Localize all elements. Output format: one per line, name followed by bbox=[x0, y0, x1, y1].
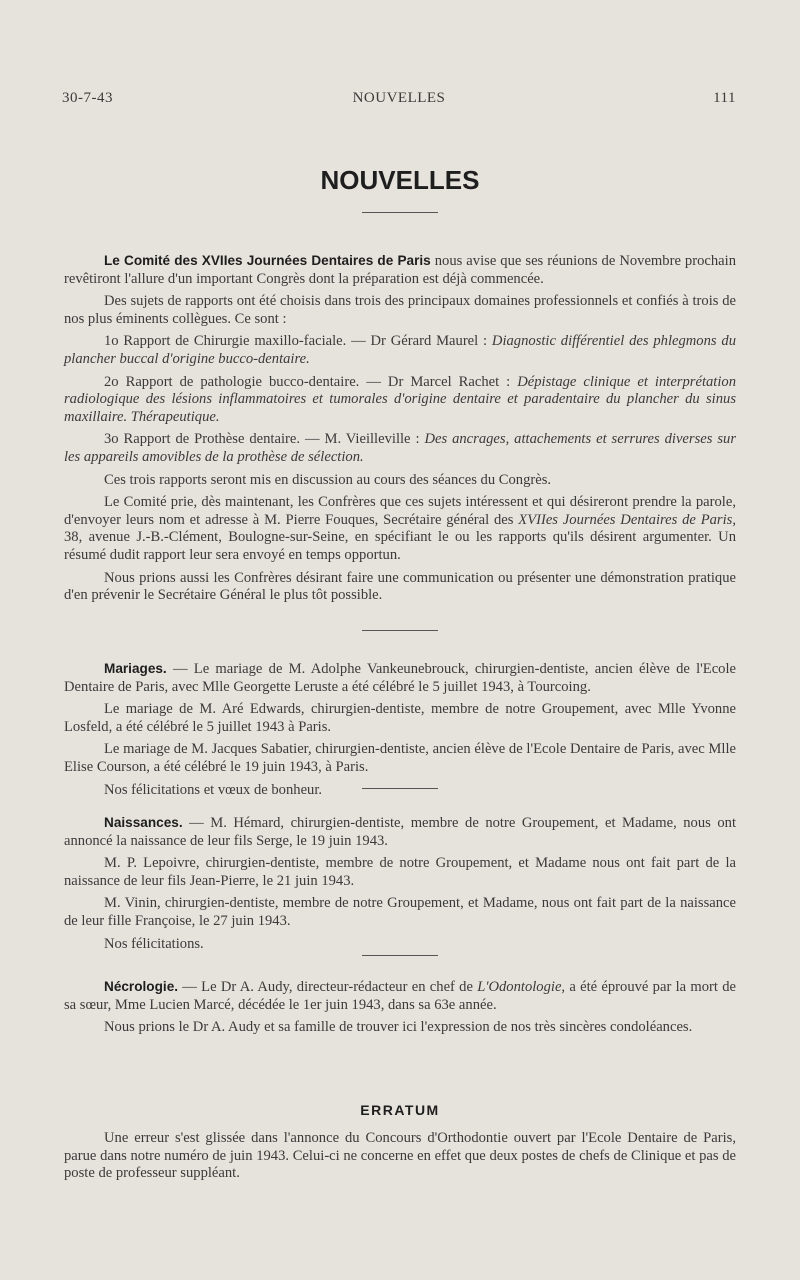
running-header bbox=[62, 90, 736, 110]
erratum-title: ERRATUM bbox=[360, 1102, 440, 1118]
naissances-lead: Naissances. bbox=[104, 815, 183, 830]
mariages-felicitations: Nos félicitations et vœux de bonheur. bbox=[104, 781, 323, 798]
erratum-section bbox=[64, 1130, 736, 1188]
necrologie-condoleances: Nous prions le Dr A. Audy et sa famille de trouver ici l'expression de nos très sincères condoléances. bbox=[104, 1019, 693, 1036]
naissance-2: M. P. Lepoivre, chirurgien-dentiste, membre de notre Groupement, et Madame nous ont fait part de la naissance de leur fils Jean-Pierre, le 21 juin 1943. bbox=[64, 855, 736, 889]
mariage-2: Le mariage de M. Aré Edwards, chirurgien-dentiste, membre de notre Groupement, avec Mlle Yvonne Losfeld, a été célébré le 5 juillet 1943 à Paris. bbox=[64, 701, 736, 735]
necrologie-lead: Nécrologie. bbox=[104, 979, 179, 994]
congres-lead: Le Comité des XVIIes Journées Dentaires de Paris bbox=[104, 253, 431, 268]
necrologie-annonce: Nécrologie. — Le Dr A. Audy, directeur-rédacteur en chef de L'Odontologie, a été éprouvé par la mort de sa sœur, Mme Lucien Marcé, décédée le 1er juin 1943, dans sa 63e année. bbox=[64, 979, 737, 1013]
mariage-1: Mariages. — Le mariage de M. Adolphe Vankeunebrouck, chirurgien-dentiste, ancien élève de l'Ecole Dentaire de Paris, avec Mlle Georgette Leruste a été célébré le 5 juillet 1943, à Tourcoing. bbox=[64, 661, 736, 695]
mariage-3: Le mariage de M. Jacques Sabatier, chirurgien-dentiste, ancien élève de l'Ecole Dentaire de Paris, avec Mlle Elise Courson, a été célébré le 19 juin 1943, à Paris. bbox=[64, 741, 736, 775]
mariages-lead: Mariages. bbox=[104, 661, 167, 676]
rapport-3: 3o Rapport de Prothèse dentaire. — M. Vieilleville : Des ancrages, attachements et serrures diverses sur les appareils amovibles de la prothèse de sélection. bbox=[64, 431, 737, 465]
page-number: 111 bbox=[713, 90, 736, 106]
congres-inscription: Le Comité prie, dès maintenant, les Confrères que ces sujets intéressent et qui désireront prendre la parole, d'envoyer leurs nom et adresse à M. Pierre Fouques, Secrétaire général des XVIIes Journées Dentaires de Paris, 38, avenue J.-B.-Clément, Boulogne-sur-Seine, en spécifiant le ou les rapports qu'ils désirent argumenter. Un résumé dudit rapport leur sera envoyé en temps opportun. bbox=[64, 494, 736, 563]
necrologie-section bbox=[64, 978, 736, 1042]
congres-discussion: Ces trois rapports seront mis en discussion au cours des séances du Congrès. bbox=[104, 471, 552, 488]
title-divider bbox=[362, 212, 438, 213]
rapport-1: 1o Rapport de Chirurgie maxillo-faciale. — Dr Gérard Maurel : Diagnostic différentiel des phlegmons du plancher buccal d'origine bucco-dentaire. bbox=[64, 333, 736, 367]
page-title: NOUVELLES bbox=[320, 165, 480, 195]
header-section: NOUVELLES bbox=[352, 90, 446, 106]
mariages-section bbox=[64, 660, 736, 804]
section-divider bbox=[362, 630, 438, 631]
congres-intro: Le Comité des XVIIes Journées Dentaires de Paris nous avise que ses réunions de Novembre prochain revêtiront l'allure d'un important Congrès dont la préparation est déjà commencée. bbox=[64, 253, 736, 287]
section-divider bbox=[362, 955, 438, 956]
congres-communication: Nous prions aussi les Confrères désirant faire une communication ou présenter une démonstration pratique d'en prévenir le Secrétaire Général le plus tôt possible. bbox=[64, 569, 736, 604]
naissance-1: Naissances. — M. Hémard, chirurgien-dentiste, membre de notre Groupement, et Madame, nous ont annoncé la naissance de leur fils Serge, le 19 juin 1943. bbox=[64, 815, 736, 849]
naissance-3: M. Vinin, chirurgien-dentiste, membre de notre Groupement, et Madame, nous ont fait part de la naissance de leur fille Françoise, le 27 juin 1943. bbox=[64, 895, 736, 929]
rapport-2: 2o Rapport de pathologie bucco-dentaire. — Dr Marcel Rachet : Dépistage clinique et interprétation radiologique des lésions inflammatoires et tumorales d'origine dentaire et paradentaire du plancher du sinus maxillaire. Thérapeutique. bbox=[64, 373, 736, 425]
header-date: 30-7-43 bbox=[62, 90, 113, 106]
erratum-text: Une erreur s'est glissée dans l'annonce du Concours d'Orthodontie ouvert par l'Ecole Dentaire de Paris, parue dans notre numéro de juin 1943. Celui-ci ne concerne en effet que deux postes de chefs de Clinique et pas de poste de professeur suppléant. bbox=[64, 1130, 736, 1182]
naissances-section bbox=[64, 814, 736, 958]
congres-section bbox=[64, 252, 736, 610]
section-divider bbox=[362, 788, 438, 789]
naissances-felicitations: Nos félicitations. bbox=[104, 935, 204, 952]
congres-rapports-intro: Des sujets de rapports ont été choisis dans trois des principaux domaines professionnels et confiés à trois de nos plus éminents collègues. Ce sont : bbox=[64, 293, 736, 327]
